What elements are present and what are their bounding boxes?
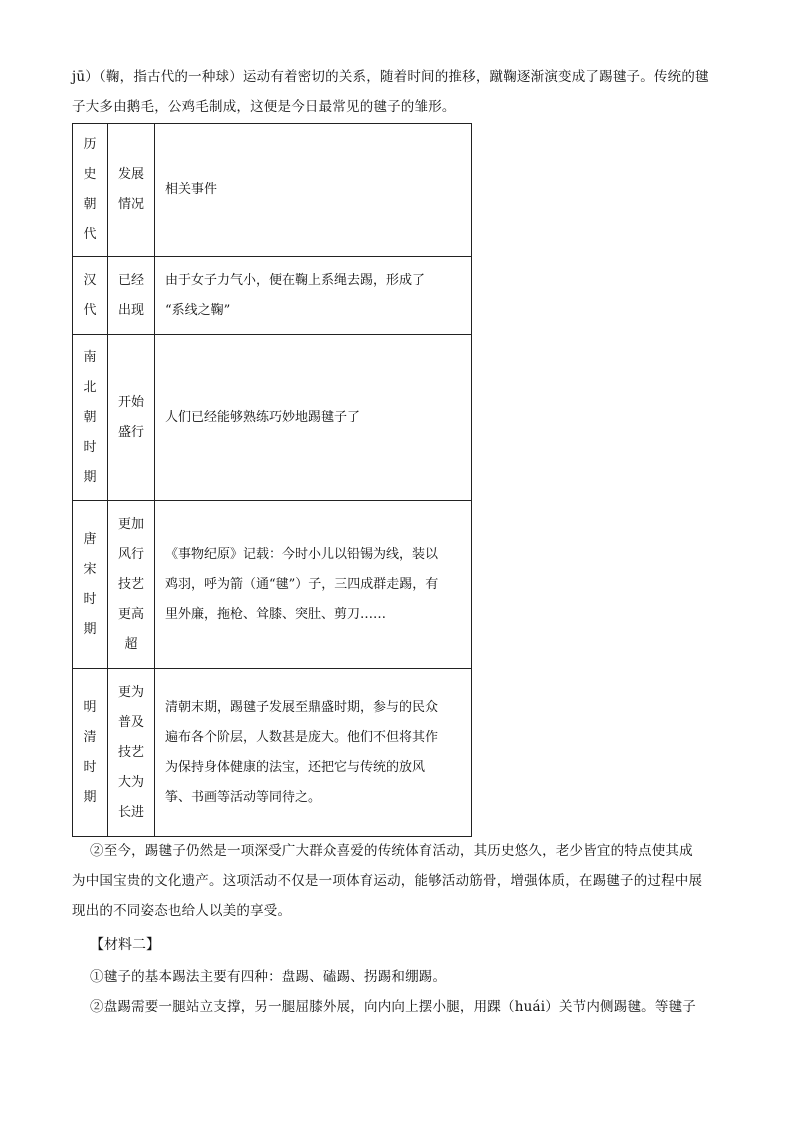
- status-line: 技艺: [117, 744, 144, 760]
- table-row: [73, 335, 472, 501]
- event-line: 由于女子力气小，便在鞠上系绳去踢，形成了: [165, 272, 426, 288]
- header-era-char: 代: [83, 227, 97, 242]
- header-status-line: 情况: [117, 197, 144, 212]
- status-line: 超: [124, 636, 138, 652]
- status-cell: [108, 669, 155, 837]
- event-cell: [155, 335, 472, 501]
- era-cell: [73, 669, 108, 837]
- era-char: 代: [83, 302, 97, 318]
- paragraph-2: [72, 836, 732, 926]
- era-char: 清: [83, 729, 97, 745]
- era-char: 期: [83, 789, 97, 805]
- era-char: 宋: [83, 561, 97, 577]
- status-line: 更高: [117, 606, 144, 622]
- table-header-row: [73, 124, 472, 257]
- header-era-char: 朝: [83, 197, 97, 212]
- status-cell: [108, 335, 155, 501]
- paragraph-2-line-2: 为中国宝贵的文化遗产。这项活动不仅是一项体育运动，能够活动筋骨，增强体质，在踢毽子的过程中展: [72, 873, 703, 889]
- history-table: [72, 123, 472, 837]
- material-2-line-1: ①毽子的基本踢法主要有四种：盘踢、磕踢、拐踢和绷踢。: [90, 969, 447, 985]
- header-status-cell: [108, 124, 155, 257]
- event-line: 鸡羽，呼为箭（通“毽”）子，三四成群走踢，有: [165, 576, 439, 592]
- status-cell: [108, 501, 155, 669]
- era-char: 时: [83, 439, 97, 455]
- header-era-char: 历: [83, 137, 97, 152]
- status-line: 盛行: [117, 424, 144, 440]
- status-line: 更加: [117, 516, 144, 532]
- era-char: 期: [83, 469, 97, 485]
- event-line: 筝、书画等活动等同待之。: [165, 789, 322, 805]
- era-cell: [73, 501, 108, 669]
- header-event-cell: 相关事件: [155, 124, 472, 257]
- era-char: 明: [83, 699, 97, 715]
- intro-line-1: jū）（鞠，指古代的一种球）运动有着密切的关系，随着时间的推移，蹴鞠逐渐演变成了踢毽子。传统的毽: [72, 69, 709, 85]
- event-line: 里外廉，拖枪、耸膝、突肚、剪刀……: [165, 606, 387, 622]
- era-char: 朝: [83, 409, 97, 425]
- era-cell: [73, 335, 108, 501]
- material-2-body: [90, 962, 732, 1022]
- event-cell: [155, 257, 472, 335]
- event-line: “系线之鞠”: [165, 302, 231, 318]
- status-line: 大为: [117, 774, 144, 790]
- header-era-char: 史: [83, 167, 97, 182]
- paragraph-2-line-3: 现出的不同姿态也给人以美的享受。: [72, 903, 292, 919]
- status-cell: [108, 257, 155, 335]
- table-row: [73, 257, 472, 335]
- era-char: 南: [83, 349, 97, 365]
- event-line: 清朝末期，踢毽子发展至鼎盛时期，参与的民众: [165, 699, 439, 715]
- status-line: 出现: [117, 302, 144, 318]
- header-era-cell: [73, 124, 108, 257]
- material-2-heading: 【材料二】: [90, 937, 160, 953]
- table-row: [73, 669, 472, 837]
- event-line: 《事物纪原》记载：今时小儿以铅锡为线，装以: [165, 546, 439, 562]
- era-cell: [73, 257, 108, 335]
- era-char: 时: [83, 759, 97, 775]
- era-char: 期: [83, 621, 97, 637]
- material-2-line-2: ②盘踢需要一腿站立支撑，另一腿屈膝外展，向内向上摆小腿，用踝（huái）关节内侧踢毽。等毽子: [90, 999, 696, 1015]
- event-line: 为保持身体健康的法宝，还把它与传统的放风: [165, 759, 426, 775]
- paragraph-2-line-1: ②至今，踢毽子仍然是一项深受广大群众喜爱的传统体育活动，其历史悠久，老少皆宜的特点使其成: [90, 843, 693, 859]
- table-row: [73, 501, 472, 669]
- status-line: 长进: [117, 804, 144, 820]
- era-char: 汉: [83, 272, 97, 288]
- era-char: 时: [83, 591, 97, 607]
- event-line: 人们已经能够熟练巧妙地踢毽子了: [165, 409, 361, 425]
- status-line: 开始: [117, 394, 144, 410]
- status-line: 风行: [117, 546, 144, 562]
- status-line: 更为: [117, 684, 144, 700]
- header-status-line: 发展: [117, 167, 144, 182]
- event-cell: [155, 501, 472, 669]
- status-line: 技艺: [117, 576, 144, 592]
- era-char: 唐: [83, 531, 97, 547]
- intro-paragraph: [72, 62, 732, 122]
- status-line: 已经: [117, 272, 144, 288]
- intro-line-2: 子大多由鹅毛，公鸡毛制成，这便是今日最常见的毽子的雏形。: [72, 99, 456, 115]
- status-line: 普及: [117, 714, 144, 730]
- event-cell: [155, 669, 472, 837]
- era-char: 北: [83, 379, 97, 395]
- event-line: 遍布各个阶层，人数甚是庞大。他们不但将其作: [165, 729, 439, 745]
